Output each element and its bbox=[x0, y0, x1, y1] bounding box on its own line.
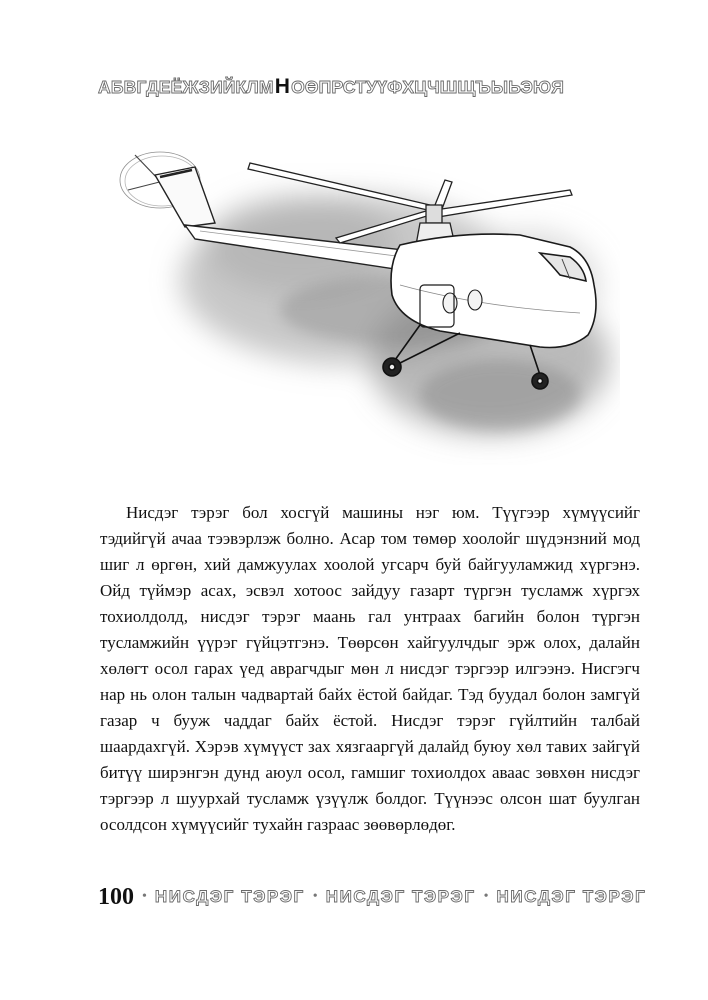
body-text bbox=[100, 500, 640, 838]
body-paragraph: Нисдэг тэрэг бол хосгүй машины нэг юм. Түүгээр хүмүүсийг тэдийгүй ачаа тээвэрлэж болно. Асар том төмөр хоолойг шүдэнзний мод шиг л өргөн, хий дамжуулах хоолой угсарч буй байгууламжид хүргэнэ. Ойд түймэр асах, эсвэл хотоос зайдуу газарт түргэн тусламж хүргэх тохиолдолд, нисдэг тэрэг маань гал унтраах багийн болон түргэн тусламжийн үүрэг гүйцэтгэнэ. Төөрсөн хайгуулчдыг эрж олох, далайн хөлөгт осол гарах үед аврагчдыг мөн л нисдэг тэргээр илгээнэ. Нисгэгч нар нь олон талын чадвартай байх ёстой байдаг. Тэд буудал болон замгүй газар ч бууж чаддаг байх ёстой. Нисдэг тэрэг гүйлтийн талбай шаардахгүй. Хэрэв хүмүүст зах хязгааргүй далайд буюу хөл тавих зайгүй битүү ширэнгэн дунд аюул осол, гамшиг тохиолдох аваас зөвхөн нисдэг тэргээр л шуурхай тусламж үзүүлж болдог. Түүнээс олсон шат буулган осолдсон хүмүүсийг тухайн газраас зөөвөрлөдөг. bbox=[100, 503, 640, 834]
alphabet-highlight-letter: Н bbox=[274, 75, 291, 98]
footer-separator: • bbox=[483, 889, 489, 904]
helicopter-drawing bbox=[100, 135, 620, 465]
page-footer bbox=[98, 882, 647, 912]
alphabet-letters-after: ОӨПРСТУҮФХЦЧШЩЪЫЬЭЮЯ bbox=[291, 76, 565, 97]
running-title: НИСДЭГ ТЭРЭГ bbox=[496, 887, 647, 906]
footer-separator: • bbox=[312, 889, 318, 904]
running-title: НИСДЭГ ТЭРЭГ bbox=[154, 887, 305, 906]
helicopter-illustration bbox=[100, 135, 620, 465]
footer-separator: • bbox=[142, 889, 147, 904]
running-title: НИСДЭГ ТЭРЭГ bbox=[325, 887, 476, 906]
alphabet-header bbox=[98, 74, 638, 100]
alphabet-letters-before: АБВГДЕЁЖЗИЙКЛМ bbox=[98, 76, 274, 97]
page-number: 100 bbox=[98, 883, 134, 910]
